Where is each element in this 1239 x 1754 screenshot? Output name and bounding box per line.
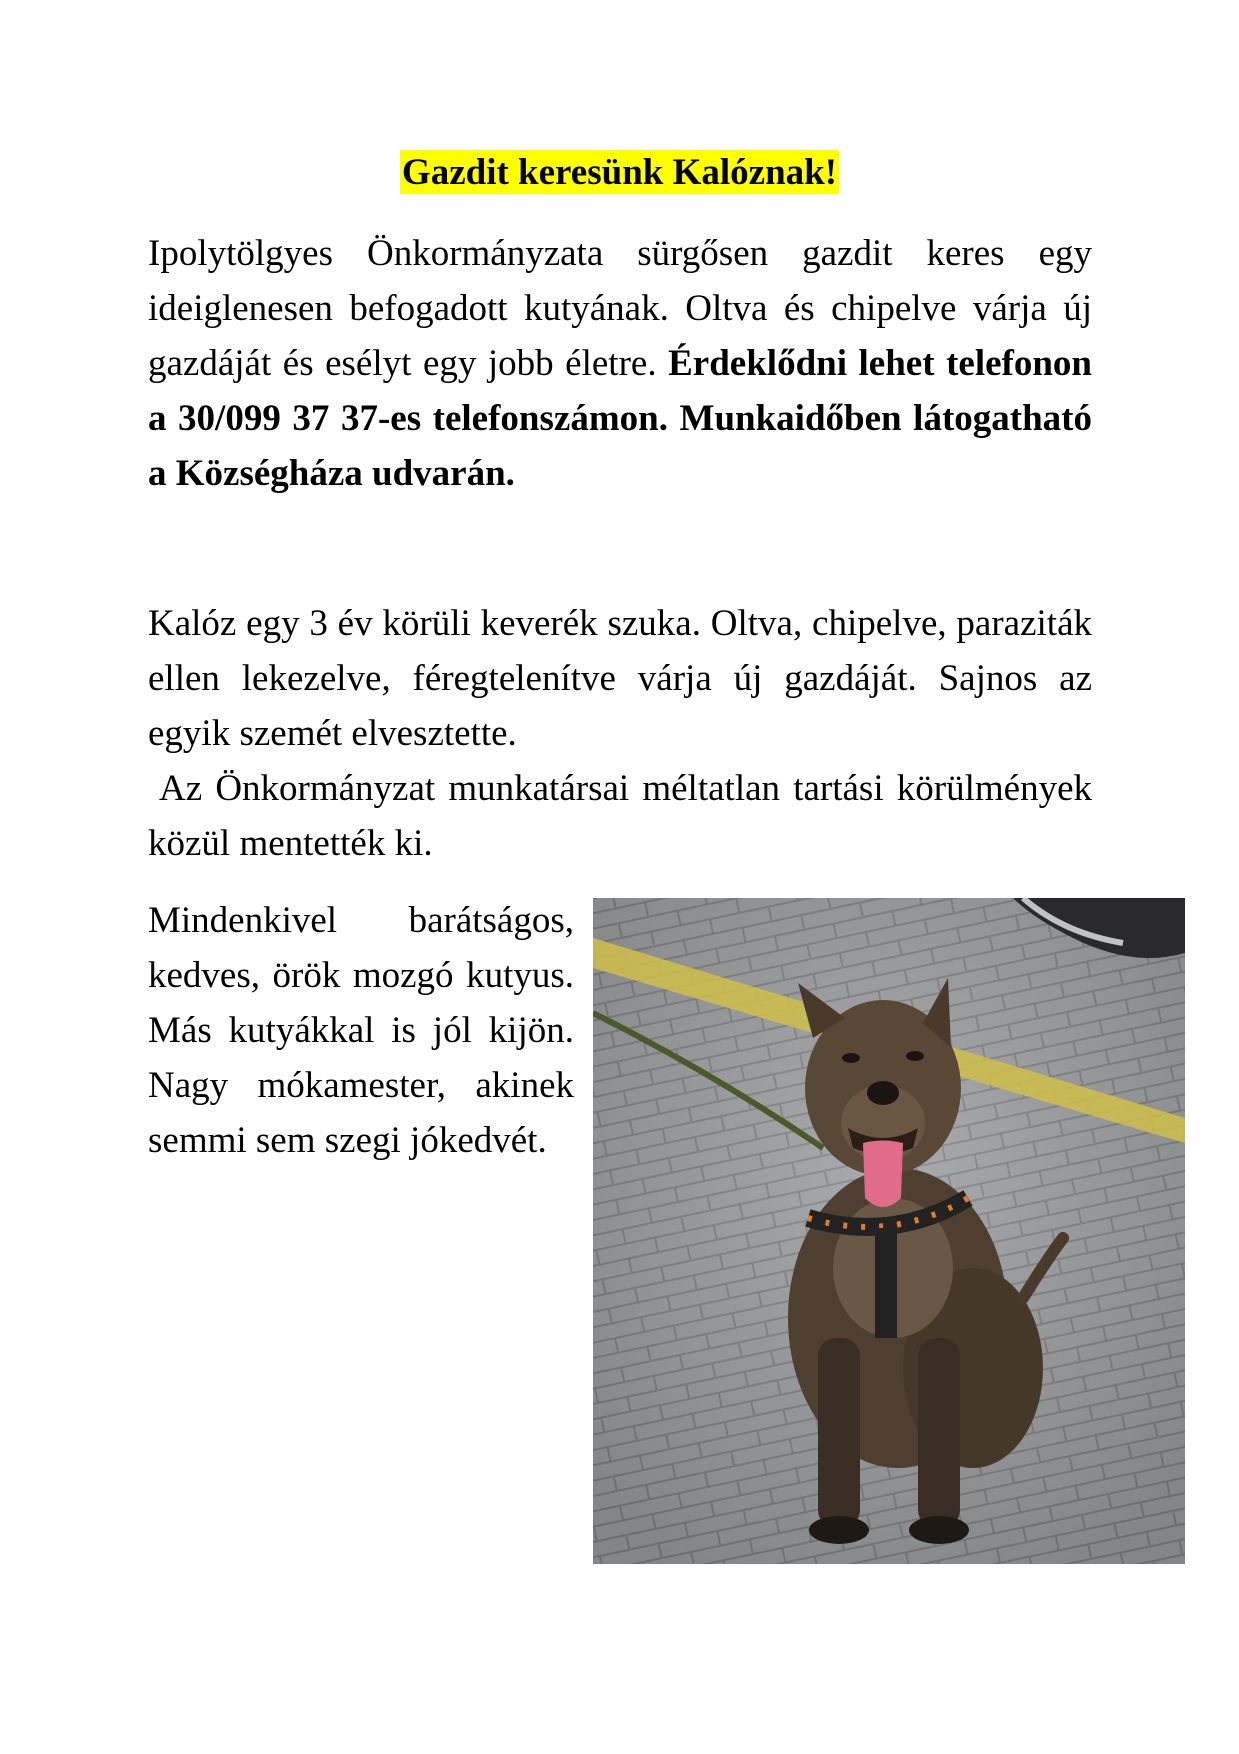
title-container xyxy=(0,150,1239,194)
dog-photo xyxy=(593,898,1185,1564)
description-paragraph xyxy=(148,596,1092,871)
dog-photo-illustration xyxy=(593,898,1185,1564)
character-paragraph: Mindenkivel barátságos, kedves, örök mozgó kutyus. Más kutyákkal is jól kijön. Nagy mókamester, akinek semmi sem szegi jókedvét. xyxy=(148,900,574,1161)
intro-text: Ipolytölgyes Önkormányzata sürgősen gazdit keres egy ideiglenesen befogadott kutyának. Oltva és chipelve várja új gazdáját és esélyt egy jobb életre. xyxy=(148,233,1092,384)
rescue-text: Az Önkormányzat munkatársai méltatlan tartási körülmények közül mentették ki. xyxy=(148,768,1092,864)
description-text: Kalóz egy 3 év körüli keverék szuka. Oltva, chipelve, paraziták ellen lekezelve, féregtelenítve várja új gazdáját. Sajnos az egyik szemét elvesztette. xyxy=(148,603,1092,754)
contact-info: Érdeklődni lehet telefonon a 30/099 37 37-es telefonszámon. Munkaidőben látogatható a Községháza udvarán. xyxy=(148,343,1092,494)
page-title: Gazdit keresünk Kalóznak! xyxy=(401,152,838,193)
intro-paragraph xyxy=(148,226,1092,501)
